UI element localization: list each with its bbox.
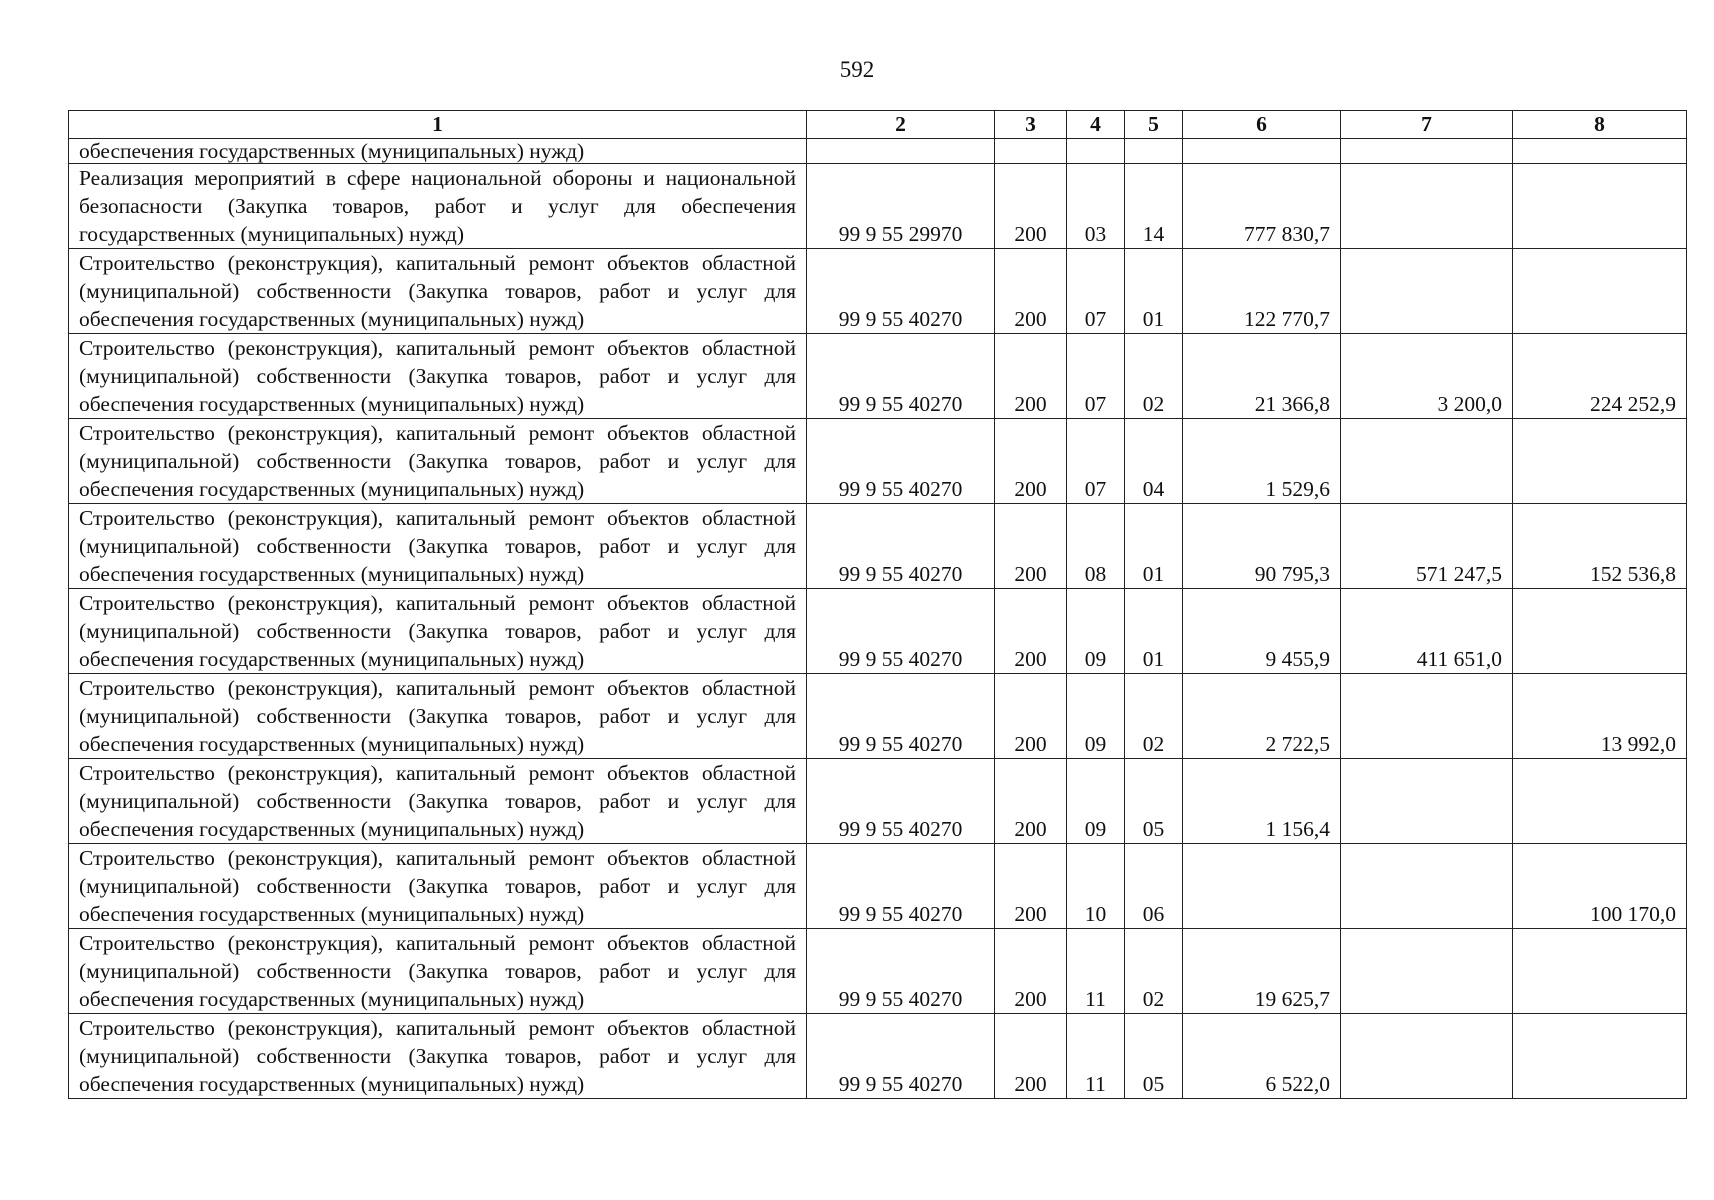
row-name: Строительство (реконструкция), капитальный ремонт объектов областной (муниципальной) собственности (Закупка товаров, работ и услуг для обеспечения государственных (муниципальных) нужд)	[69, 844, 807, 929]
row-name: Реализация мероприятий в сфере национальной обороны и национальной безопасности (Закупка товаров, работ и услуг для обеспечения государственных (муниципальных) нужд)	[69, 164, 807, 249]
empty-cell	[1341, 139, 1513, 164]
row-col8	[1513, 759, 1687, 844]
row-code: 99 9 55 40270	[807, 759, 995, 844]
row-col6: 777 830,7	[1183, 164, 1341, 249]
row-col5: 01	[1125, 589, 1183, 674]
row-code: 99 9 55 40270	[807, 249, 995, 334]
row-code: 99 9 55 29970	[807, 164, 995, 249]
row-col8: 224 252,9	[1513, 334, 1687, 419]
continuation-text: обеспечения государственных (муниципальных) нужд)	[69, 139, 807, 164]
row-code: 99 9 55 40270	[807, 589, 995, 674]
row-name: Строительство (реконструкция), капитальный ремонт объектов областной (муниципальной) собственности (Закупка товаров, работ и услуг для обеспечения государственных (муниципальных) нужд)	[69, 674, 807, 759]
row-col6: 21 366,8	[1183, 334, 1341, 419]
row-col4: 07	[1067, 419, 1125, 504]
row-name: Строительство (реконструкция), капитальный ремонт объектов областной (муниципальной) собственности (Закупка товаров, работ и услуг для обеспечения государственных (муниципальных) нужд)	[69, 589, 807, 674]
row-col3: 200	[995, 249, 1067, 334]
row-col7	[1341, 929, 1513, 1014]
header-cell: 2	[807, 111, 995, 139]
row-col5: 01	[1125, 504, 1183, 589]
table-row	[69, 1014, 1687, 1099]
row-col3: 200	[995, 929, 1067, 1014]
row-col6: 122 770,7	[1183, 249, 1341, 334]
row-col4: 07	[1067, 334, 1125, 419]
row-col4: 07	[1067, 249, 1125, 334]
row-col3: 200	[995, 419, 1067, 504]
row-col6: 1 156,4	[1183, 759, 1341, 844]
row-col4: 09	[1067, 674, 1125, 759]
row-col8	[1513, 164, 1687, 249]
row-col6	[1183, 844, 1341, 929]
empty-cell	[807, 139, 995, 164]
row-col6: 9 455,9	[1183, 589, 1341, 674]
empty-cell	[995, 139, 1067, 164]
row-col7: 571 247,5	[1341, 504, 1513, 589]
row-col4: 10	[1067, 844, 1125, 929]
row-code: 99 9 55 40270	[807, 929, 995, 1014]
page-number: 592	[839, 57, 875, 82]
row-name: Строительство (реконструкция), капитальный ремонт объектов областной (муниципальной) собственности (Закупка товаров, работ и услуг для обеспечения государственных (муниципальных) нужд)	[69, 504, 807, 589]
table-row	[69, 164, 1687, 249]
row-name: Строительство (реконструкция), капитальный ремонт объектов областной (муниципальной) собственности (Закупка товаров, работ и услуг для обеспечения государственных (муниципальных) нужд)	[69, 929, 807, 1014]
row-col5: 06	[1125, 844, 1183, 929]
empty-cell	[1125, 139, 1183, 164]
row-col5: 01	[1125, 249, 1183, 334]
row-col6: 19 625,7	[1183, 929, 1341, 1014]
row-col4: 03	[1067, 164, 1125, 249]
header-cell: 6	[1183, 111, 1341, 139]
empty-cell	[1183, 139, 1341, 164]
row-col6: 90 795,3	[1183, 504, 1341, 589]
row-col8: 13 992,0	[1513, 674, 1687, 759]
row-col4: 11	[1067, 1014, 1125, 1099]
row-col7	[1341, 844, 1513, 929]
row-col4: 11	[1067, 929, 1125, 1014]
header-cell: 1	[69, 111, 807, 139]
header-cell: 7	[1341, 111, 1513, 139]
row-col8	[1513, 929, 1687, 1014]
row-col5: 05	[1125, 1014, 1183, 1099]
row-name: Строительство (реконструкция), капитальный ремонт объектов областной (муниципальной) собственности (Закупка товаров, работ и услуг для обеспечения государственных (муниципальных) нужд)	[69, 1014, 807, 1099]
row-code: 99 9 55 40270	[807, 504, 995, 589]
row-col5: 04	[1125, 419, 1183, 504]
row-col7: 3 200,0	[1341, 334, 1513, 419]
row-code: 99 9 55 40270	[807, 419, 995, 504]
row-col7	[1341, 249, 1513, 334]
row-col5: 02	[1125, 929, 1183, 1014]
row-col7	[1341, 674, 1513, 759]
table-row	[69, 419, 1687, 504]
row-col4: 08	[1067, 504, 1125, 589]
row-col4: 09	[1067, 589, 1125, 674]
row-col8: 152 536,8	[1513, 504, 1687, 589]
row-col5: 05	[1125, 759, 1183, 844]
row-code: 99 9 55 40270	[807, 674, 995, 759]
row-col5: 02	[1125, 334, 1183, 419]
row-col3: 200	[995, 589, 1067, 674]
header-cell: 3	[995, 111, 1067, 139]
row-col8	[1513, 419, 1687, 504]
header-row	[69, 111, 1687, 139]
table-row	[69, 334, 1687, 419]
row-col3: 200	[995, 1014, 1067, 1099]
row-col3: 200	[995, 844, 1067, 929]
row-col7	[1341, 759, 1513, 844]
row-col3: 200	[995, 164, 1067, 249]
row-col8	[1513, 589, 1687, 674]
row-col6: 2 722,5	[1183, 674, 1341, 759]
row-col7: 411 651,0	[1341, 589, 1513, 674]
row-col5: 02	[1125, 674, 1183, 759]
row-col6: 6 522,0	[1183, 1014, 1341, 1099]
row-name: Строительство (реконструкция), капитальный ремонт объектов областной (муниципальной) собственности (Закупка товаров, работ и услуг для обеспечения государственных (муниципальных) нужд)	[69, 249, 807, 334]
header-cell: 4	[1067, 111, 1125, 139]
row-code: 99 9 55 40270	[807, 1014, 995, 1099]
table-row	[69, 759, 1687, 844]
row-col4: 09	[1067, 759, 1125, 844]
row-col6: 1 529,6	[1183, 419, 1341, 504]
row-col7	[1341, 1014, 1513, 1099]
row-name: Строительство (реконструкция), капитальный ремонт объектов областной (муниципальной) собственности (Закупка товаров, работ и услуг для обеспечения государственных (муниципальных) нужд)	[69, 334, 807, 419]
continuation-row	[69, 139, 1687, 164]
row-col8	[1513, 249, 1687, 334]
table-row	[69, 589, 1687, 674]
row-col5: 14	[1125, 164, 1183, 249]
header-cell: 8	[1513, 111, 1687, 139]
table-row	[69, 674, 1687, 759]
table-row	[69, 249, 1687, 334]
row-name: Строительство (реконструкция), капитальный ремонт объектов областной (муниципальной) собственности (Закупка товаров, работ и услуг для обеспечения государственных (муниципальных) нужд)	[69, 759, 807, 844]
row-name: Строительство (реконструкция), капитальный ремонт объектов областной (муниципальной) собственности (Закупка товаров, работ и услуг для обеспечения государственных (муниципальных) нужд)	[69, 419, 807, 504]
empty-cell	[1513, 139, 1687, 164]
row-code: 99 9 55 40270	[807, 334, 995, 419]
row-col8: 100 170,0	[1513, 844, 1687, 929]
row-col3: 200	[995, 674, 1067, 759]
table-row	[69, 929, 1687, 1014]
row-col7	[1341, 164, 1513, 249]
table-row	[69, 504, 1687, 589]
row-code: 99 9 55 40270	[807, 844, 995, 929]
row-col3: 200	[995, 334, 1067, 419]
row-col3: 200	[995, 759, 1067, 844]
row-col8	[1513, 1014, 1687, 1099]
empty-cell	[1067, 139, 1125, 164]
row-col7	[1341, 419, 1513, 504]
budget-table	[68, 110, 1687, 1099]
header-cell: 5	[1125, 111, 1183, 139]
table-row	[69, 844, 1687, 929]
row-col3: 200	[995, 504, 1067, 589]
